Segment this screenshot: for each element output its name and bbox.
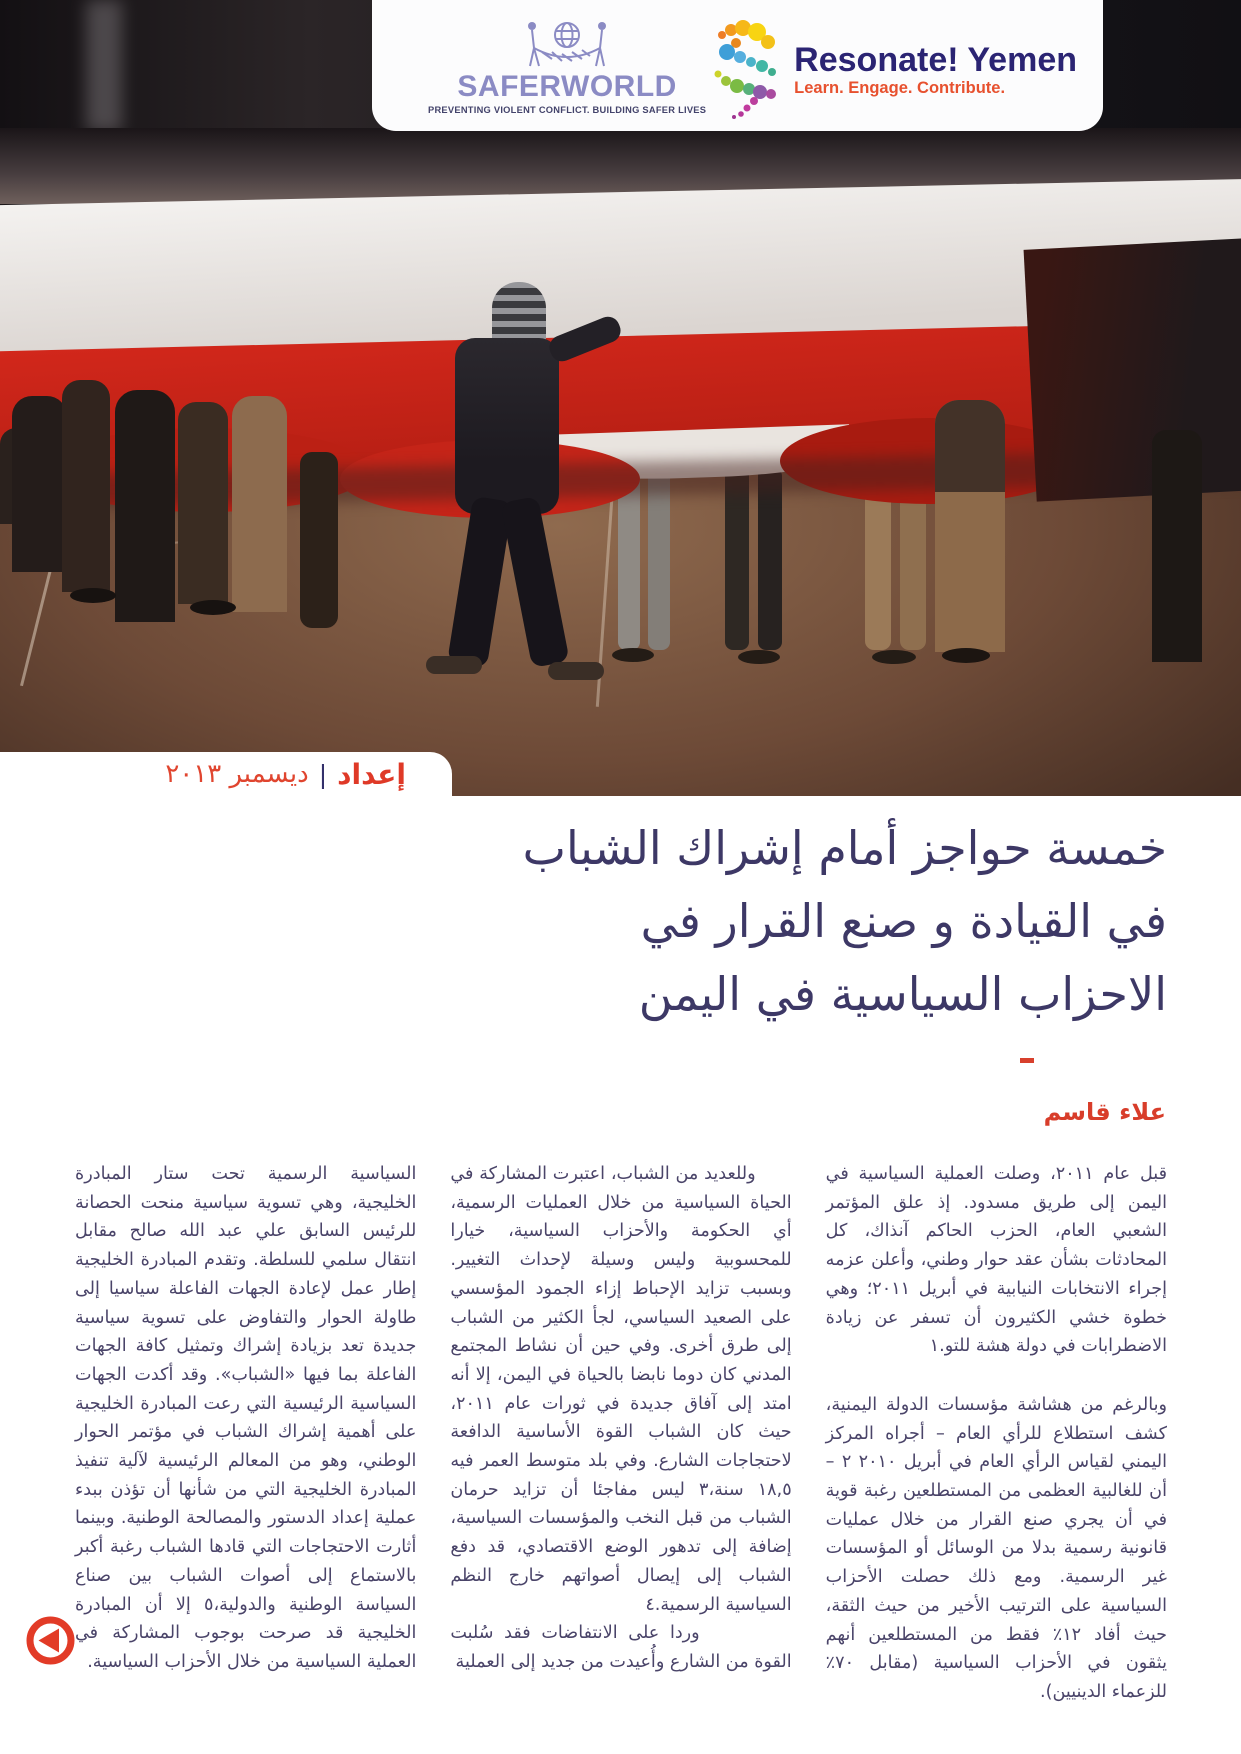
sandals [612, 648, 654, 662]
crowd-silhouette [1152, 430, 1202, 662]
saferworld-logo [428, 18, 706, 115]
resonate-tagline: Learn. Engage. Contribute. [794, 79, 1006, 97]
body-columns [75, 1160, 1167, 1707]
author-name: علاء قاسم [1043, 1098, 1166, 1126]
resonate-text-block [794, 43, 1077, 98]
sandals [190, 600, 236, 615]
photo-light-streak [86, 0, 122, 132]
header-logo-bar [372, 0, 1103, 131]
saferworld-emblem-icon [528, 18, 606, 74]
flag-dark-underside [1024, 238, 1241, 501]
crowd-legs [725, 468, 749, 650]
back-arrow-icon [26, 1650, 75, 1669]
body-paragraph: وبالرغم من هشاشة مؤسسات الدولة اليمنية، كشف استطلاع للرأي العام – أجراه المركز اليمني لقياس الرأي العام في أبريل ٢٠١٠ ٢ – أن للغالبية العظمى من المستطلعين رغبة قوية في أن يجري صنع القرار من خلال عمليات قانونية رسمية بدلا من الوسائل أو المؤسسات غير الرسمية. ومع ذلك حصلت الأحزاب السياسية على الترتيب الأخير من حيث الثقة، حيث أفاد ١٢٪ فقط من المستطلعين أنهم يثقون في الأحزاب السياسية (مقابل ٧٠٪ للزعماء الدينيين). [825, 1394, 1168, 1702]
title-line: خمسة حواجز أمام إشراك الشباب [522, 821, 1167, 875]
resonate-spiral-icon [710, 19, 784, 123]
walking-man-sandal [426, 656, 482, 674]
saferworld-tagline: PREVENTING VIOLENT CONFLICT. BUILDING SAFER LIVES [428, 105, 707, 115]
resonate-wordmark: Resonate! Yemen [794, 41, 1077, 79]
body-paragraph: وردا على الانتفاضات فقد سُلبت القوة من الشارع وأُعيدت من جديد إلى العملية [450, 1623, 792, 1672]
red-tick-decoration [1020, 1058, 1034, 1063]
body-paragraph: السياسية الرسمية تحت ستار المبادرة الخليجية، وهي تسوية سياسية منحت الحصانة للرئيس السابق علي عبد الله صالح مقابل انتقال سلمي للسلطة. وتقدم المبادرة الخليجية إطار عمل لإعادة الجهات الفاعلة سياسيا إلى طاولة الحوار والتفاوض على تسوية سياسية جديدة تعد بزيادة إشراك وتمثيل كافة الجهات الفاعلة بما فيها «الشباب». وقد أكدت الجهات السياسية الرئيسية التي رعت المبادرة الخليجية على أهمية إشراك الشباب في مؤتمر الحوار الوطني، وهو من المعالم الرئيسية لآلية تنفيذ المبادرة الخليجية التي من شأنها أن تؤذن ببدء عملية إعداد الدستور والمصالحة الوطنية. وبينما أثارت الاحتجاجات التي قادها الشباب رغبة أكبر بالاستماع إلى أصوات الشباب بين صناع السياسة الوطنية والدولية،٥ إلا أن المبادرة الخليجية قد صرحت بوجوب المشاركة في العملية السياسية من خلال الأحزاب السياسية. [75, 1164, 417, 1672]
saferworld-wordmark: SAFERWORLD [457, 70, 677, 103]
body-paragraph: قبل عام ٢٠١١، وصلت العملية السياسية في اليمن إلى طريق مسدود. إذ علق المؤتمر الشعبي العام، الحزب الحاكم آنذاك، كل المحادثات بشأن عقد حوار وطني، وأعلن عزمه إجراء الانتخابات النيابية في أبريل ٢٠١١؛ وهي خطوة خشي الكثيرون أن تسفر عن زيادة الاضطرابات في دولة هشة للتو.١ [825, 1164, 1168, 1357]
body-paragraph: وللعديد من الشباب، اعتبرت المشاركة في الحياة السياسية من خلال العمليات الرسمية، أي الحكومة والأحزاب السياسية، خيارا للمحسوبية وليس وسيلة لإحداث التغيير. وبسبب تزايد الإحباط إزاء الجمود المؤسسي على الصعيد السياسي، لجأ الكثير من الشباب إلى طرق أخرى. وفي حين أن نشاط المجتمع المدني كان دوما نابضا بالحياة في اليمن، إلا أنه امتد إلى آفاق جديدة في ثورات عام ٢٠١١، حيث كان الشباب القوة الأساسية الدافعة لاحتجاجات الشارع. وفي بلد متوسط العمر فيه ١٨,٥ سنة،٣ ليس مفاجئا أن تزايد حرمان الشباب من قبل النخب والمؤسسات السياسية، إضافة إلى تدهور الوضع الاقتصادي، قد دفع الشباب إلى إيصال أصواتهم خارج النظم السياسية الرسمية.٤ [450, 1164, 792, 1615]
crowd-silhouette [300, 452, 338, 628]
crowd-silhouette [178, 402, 228, 604]
date-badge-separator: | [318, 759, 328, 789]
sandals [942, 648, 990, 663]
crowd-legs [758, 468, 782, 650]
crowd-silhouette [12, 396, 67, 572]
title-line: في القيادة و صنع القرار في [640, 894, 1167, 948]
date-badge-date: ديسمبر ٢٠١٣ [165, 759, 309, 789]
body-column-1 [826, 1160, 1167, 1707]
man-in-robe-jacket [935, 400, 1005, 492]
body-column-3 [75, 1160, 416, 1707]
title-line: الاحزاب السياسية في اليمن [638, 967, 1167, 1021]
crowd-silhouette [232, 396, 287, 612]
page-title [523, 812, 1167, 1031]
sandals [738, 650, 780, 664]
date-badge-prefix: إعداد [337, 757, 406, 791]
sandals [70, 588, 116, 603]
sandals [872, 650, 916, 664]
body-column-2 [450, 1160, 791, 1707]
crowd-silhouette [115, 390, 175, 622]
crowd-silhouette [62, 380, 110, 592]
walking-man-torso [455, 338, 559, 514]
date-badge [0, 752, 452, 796]
back-circle-button[interactable] [26, 1616, 75, 1665]
walking-man-sandal [548, 662, 604, 680]
resonate-yemen-logo [710, 19, 1077, 123]
